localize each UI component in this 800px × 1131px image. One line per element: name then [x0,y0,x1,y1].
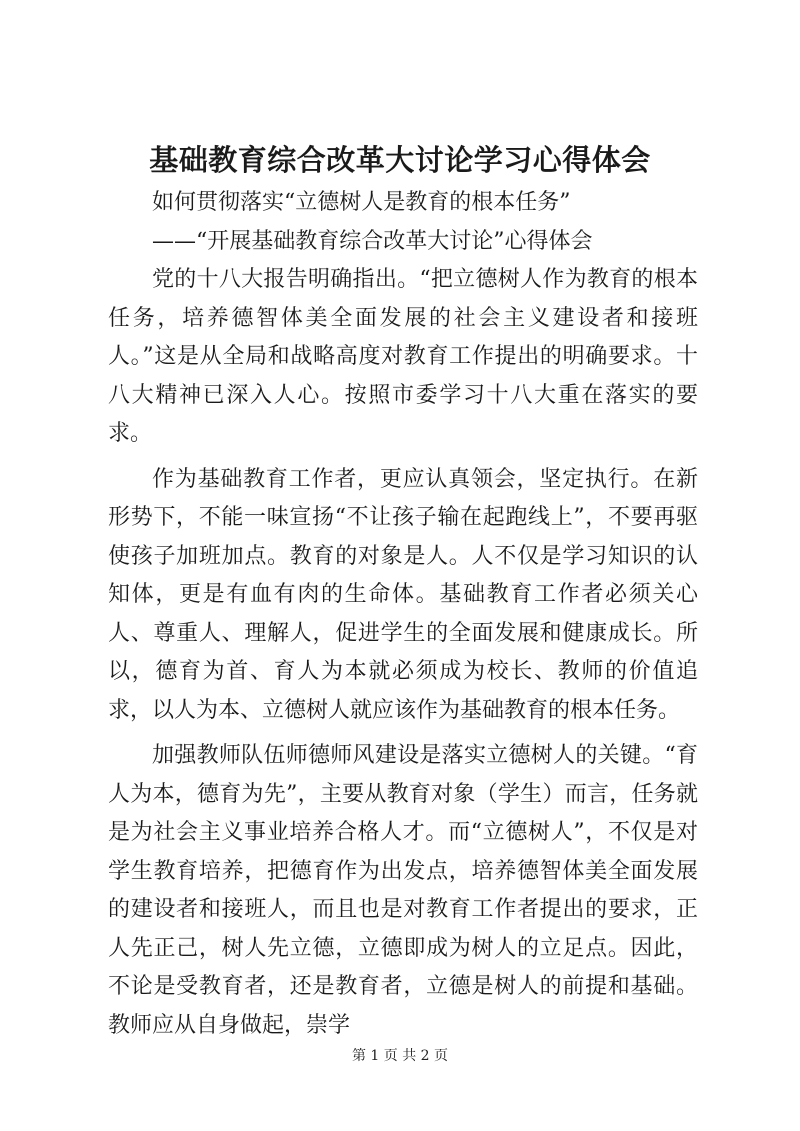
body-paragraph-1: 党的十八大报告明确指出。“把立德树人作为教育的根本任务，培养德智体美全面发展的社会主义建设者和接班人。”这是从全局和战略高度对教育工作提出的明确要求。十八大精神已深入人心。按照市委学习十八大重在落实的要求。 [108,267,698,446]
body-paragraph-2: 作为基础教育工作者，更应认真领会，坚定执行。在新形势下，不能一味宣扬“不让孩子输在起跑线上”，不要再驱使孩子加班加点。教育的对象是人。人不仅是学习知识的认知体，更是有血有肉的生命体。基础教育工作者必须关心人、尊重人、理解人，促进学生的全面发展和健康成长。所以，德育为首、育人为本就必须成为校长、教师的价值追求，以人为本、立德树人就应该作为基础教育的根本任务。 [108,466,698,723]
subtitle-line-2: ——“开展基础教育综合改革大讨论”心得体会 [152,228,593,254]
page-footer: 第 1 页 共 2 页 [351,1048,449,1064]
body-paragraph-3: 加强教师队伍师德师风建设是落实立德树人的关键。“育人为本，德育为先”，主要从教育对象（学生）而言，任务就是为社会主义事业培养合格人才。而“立德树人”，不仅是对学生教育培养，把德育作为出发点，培养德智体美全面发展的建设者和接班人，而且也是对教育工作者提出的要求，正人先正己，树人先立德，立德即成为树人的立足点。因此，不论是受教育者，还是教育者，立德是树人的前提和基础。教师应从自身做起，崇学 [108,743,698,1038]
document-title: 基础教育综合改革大讨论学习心得体会 [149,143,651,177]
subtitle-line-1: 如何贯彻落实“立德树人是教育的根本任务” [152,190,571,215]
document-body [108,184,698,1045]
